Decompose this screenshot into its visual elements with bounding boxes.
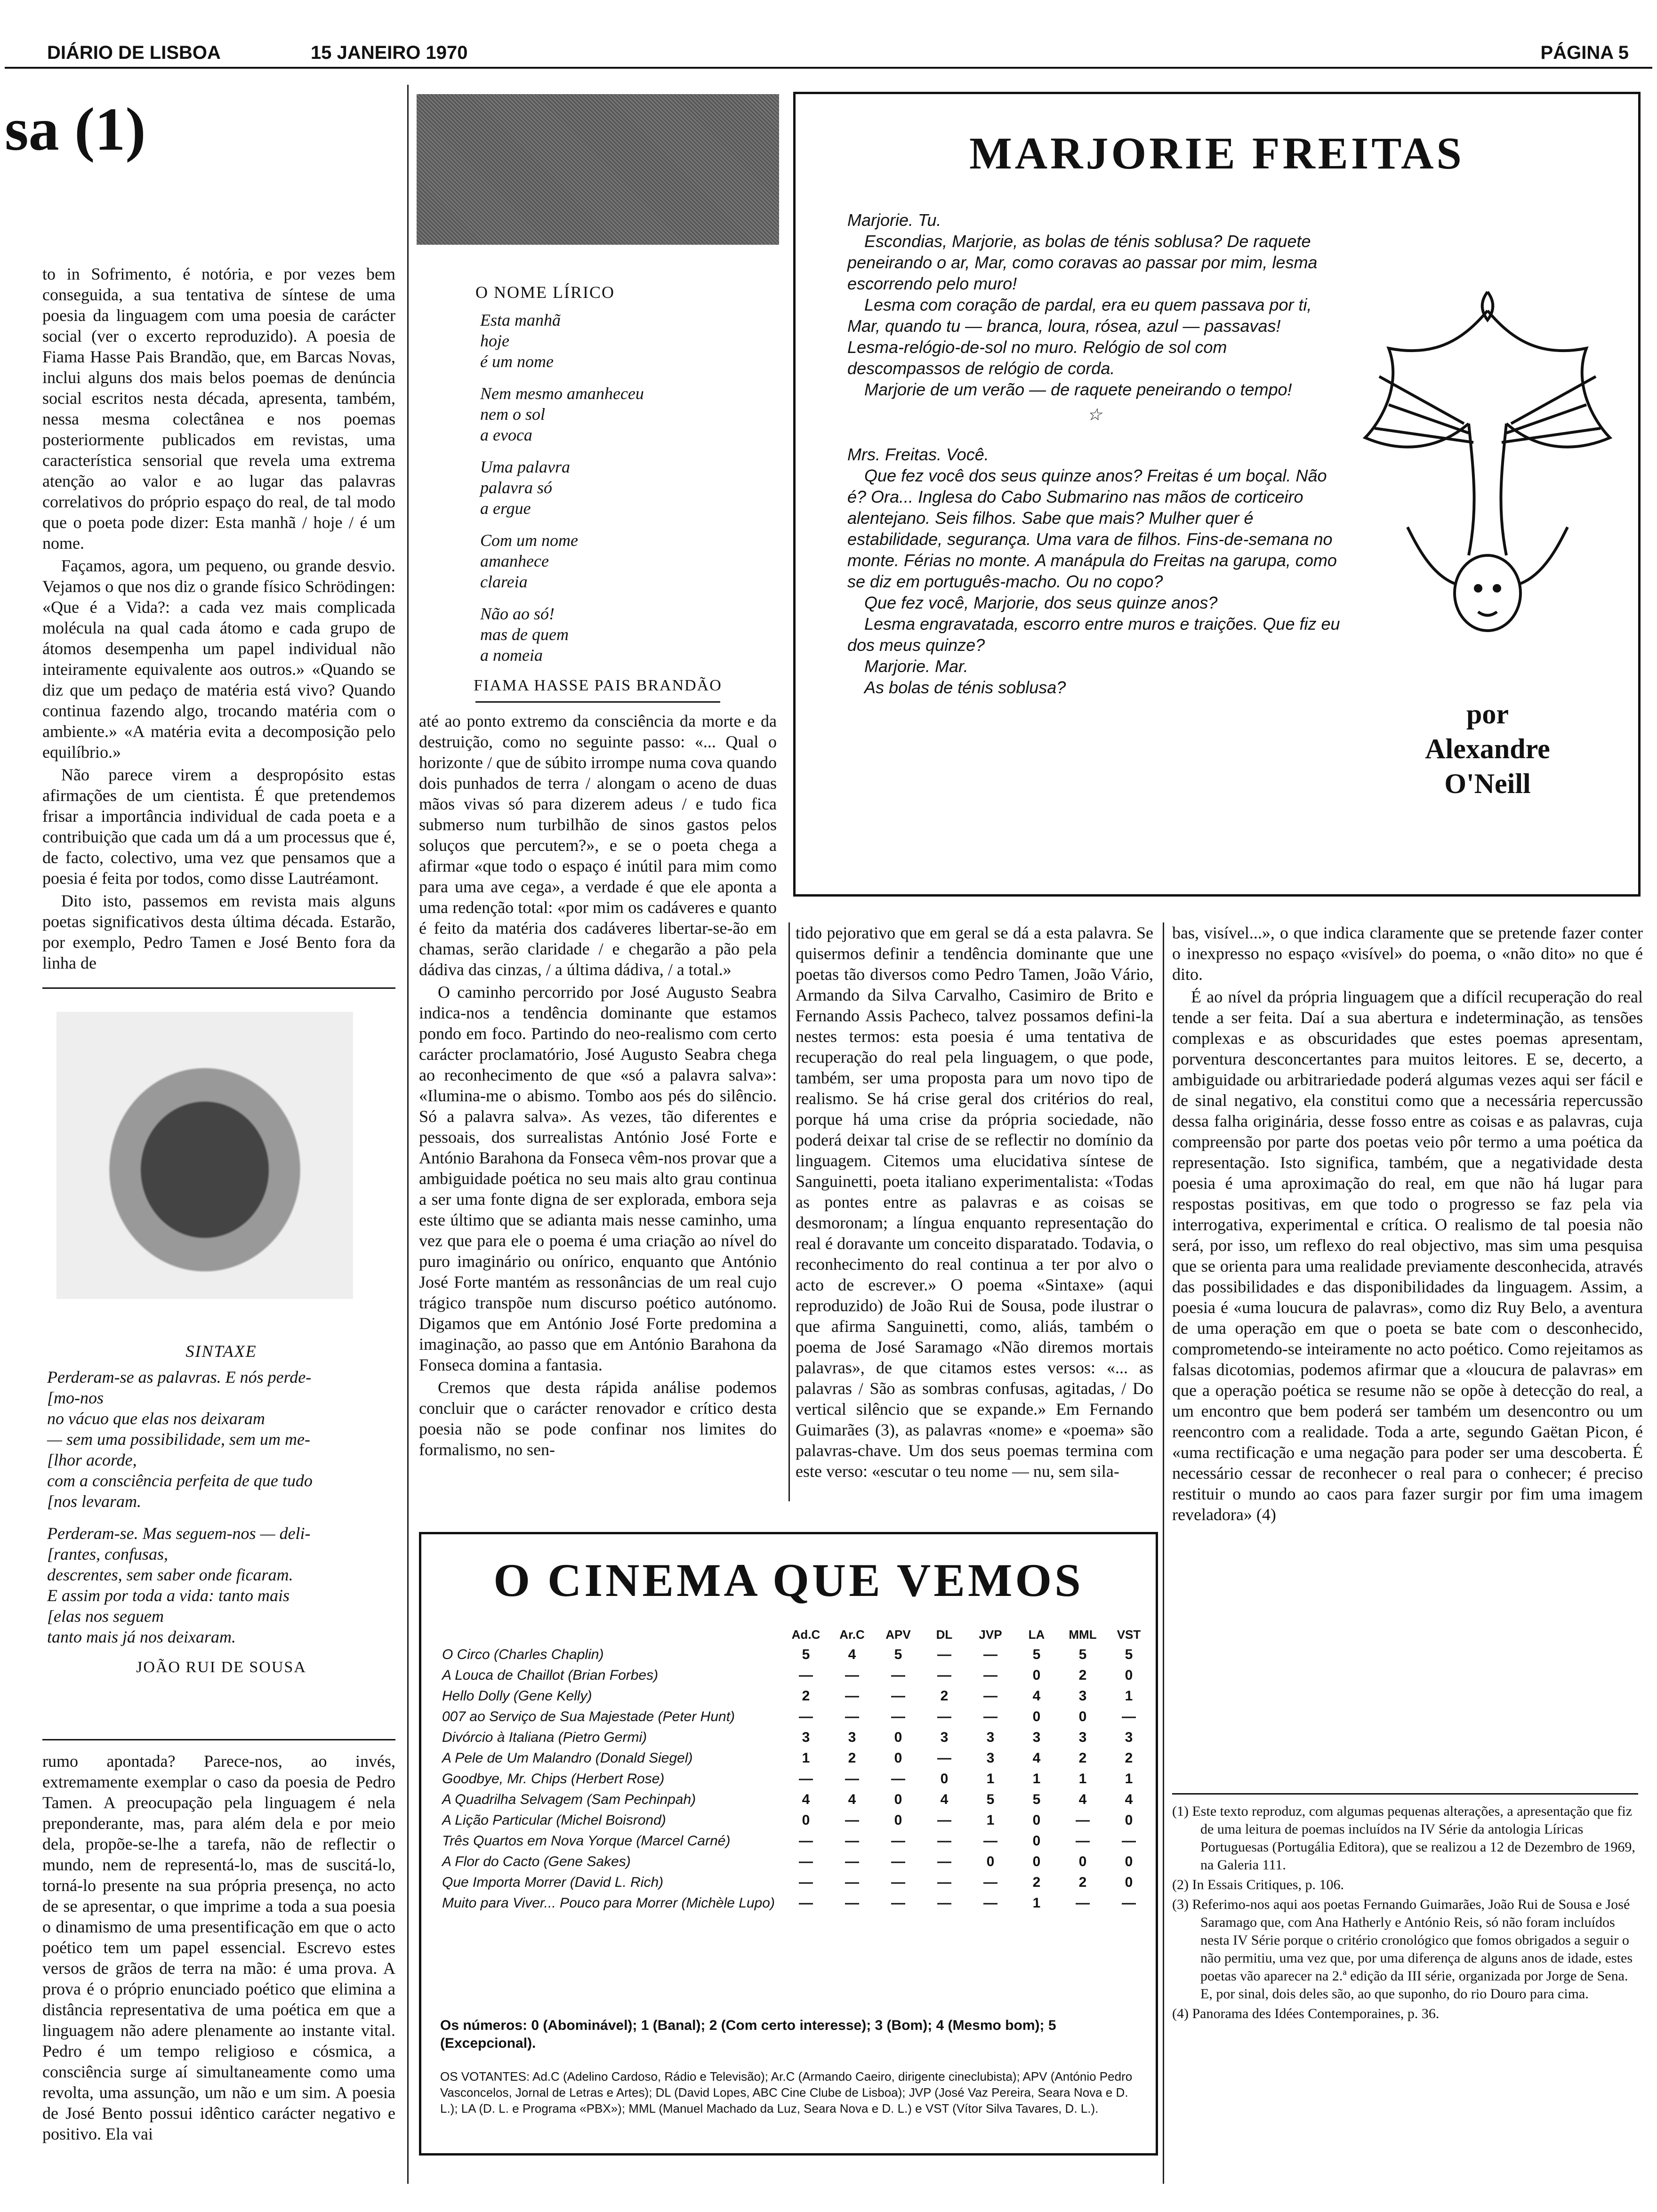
table-row xyxy=(440,1766,1152,1787)
rating-cell: — xyxy=(799,1709,813,1724)
rating-cell: — xyxy=(799,1854,813,1869)
poem-stanza: Com um nome amanhece clareia xyxy=(480,531,578,591)
rating-cell: 2 xyxy=(1078,1875,1087,1890)
issue-date: 15 JANEIRO 1970 xyxy=(311,42,468,63)
table-row xyxy=(440,1746,1152,1766)
rating-cell: 3 xyxy=(802,1730,810,1745)
byline-first-name: Alexandre xyxy=(1425,733,1550,764)
paragraph: bas, visível...», o que indica claramente que se pretende fazer conter o inexpresso no espaço «visível» do poema, o «não dito» no que é dito. xyxy=(1172,923,1643,984)
ratings-voters-legend: OS VOTANTES: Ad.C (Adelino Cardoso, Rádio e Televisão); Ar.C (Armando Caeiro, dirigente cineclubista); APV (António Pedro Vasconcelos, Jornal de Letras e Artes); DL (David Lopes, ABC Cine Clube de Lisboa); JVP (José Vaz Pereira, Seara Nova e D. L.); LA (D. L. e Programa «PBX»); MML (Manuel Machado da Luz, Seara Nova e D. L.) e VST (Vítor Silva Tavares, D. L.). xyxy=(440,2069,1133,2116)
voter-header: LA xyxy=(1028,1627,1045,1642)
rating-cell: 5 xyxy=(894,1647,902,1662)
rating-cell: — xyxy=(799,1771,813,1787)
rating-cell: 3 xyxy=(1125,1730,1133,1745)
column-divider xyxy=(42,1739,395,1740)
rating-cell: — xyxy=(983,1833,997,1849)
paragraph: Escondias, Marjorie, as bolas de ténis soblusa? De raquete peneirando o ar, Mar, como coravas ao passar por mim, lesma escorrendo pelo muro! xyxy=(847,232,1318,293)
marjorie-title: MARJORIE FREITAS xyxy=(969,128,1464,178)
rating-cell: — xyxy=(845,1875,859,1890)
rating-cell: 4 xyxy=(1032,1688,1041,1704)
rating-cell: 5 xyxy=(1078,1647,1087,1662)
page-header xyxy=(0,33,1657,66)
rating-cell: 0 xyxy=(1125,1854,1133,1869)
poem-nome-lirico xyxy=(433,282,763,695)
ratings-numbers-legend: Os números: 0 (Abominável); 1 (Banal); 2 (Com certo interesse); 3 (Bom); 4 (Mesmo bom); 5 (Excepcional). xyxy=(440,2018,1056,2051)
rating-cell: 1 xyxy=(802,1750,810,1766)
footnote: (1) Este texto reproduz, com algumas pequenas alterações, a apresentação que fiz de uma leitura de poemas incluídos na IV Série da antologia Líricas Portuguesas (Portugália Editora), que se realizou a 12 de Dezembro de 1969, na Galeria 111. xyxy=(1172,1803,1635,1873)
voter-header: DL xyxy=(936,1627,953,1642)
header-rule xyxy=(5,67,1652,69)
voter-header: JVP xyxy=(979,1627,1002,1642)
voter-header: APV xyxy=(885,1627,911,1642)
rating-cell: — xyxy=(845,1771,859,1787)
rating-cell: 0 xyxy=(1125,1812,1133,1828)
rating-cell: 4 xyxy=(848,1792,856,1807)
paragraph: Dito isto, passemos em revista mais alguns poetas significativos desta última década. Estarão, por exemplo, Pedro Tamen e José Bento fora da linha de xyxy=(42,891,395,972)
cinema-box xyxy=(419,1532,1158,2156)
rating-cell: 0 xyxy=(894,1730,902,1745)
rating-cell: 0 xyxy=(894,1792,902,1807)
rating-cell: — xyxy=(1122,1895,1136,1911)
rating-cell: — xyxy=(983,1647,997,1662)
rating-cell: 3 xyxy=(848,1730,856,1745)
rating-cell: 5 xyxy=(986,1792,995,1807)
paragraph: Façamos, agora, um pequeno, ou grande desvio. Vejamos o que nos diz o grande físico Schrödingen: «Que é a Vida?: a cada vez mais complicada molécula na qual cada átomo e cada grupo de átomos desempenha um papel individual não inteiramente equivalente aos outros.» «Quando se diz que um pedaço de matéria está vivo? Quando continua fazendo algo, trocando matéria com o ambiente.» «A matéria evita a decomposição pelo equilíbrio.» xyxy=(42,556,395,761)
rating-cell: 0 xyxy=(1032,1667,1041,1683)
poem-title: SINTAXE xyxy=(185,1342,257,1361)
table-row xyxy=(440,1704,1152,1725)
rating-cell: — xyxy=(799,1875,813,1890)
rating-cell: — xyxy=(891,1833,905,1849)
rating-cell: — xyxy=(983,1667,997,1683)
film-title: Divórcio à Italiana (Pietro Germi) xyxy=(442,1730,647,1745)
table-row xyxy=(440,1642,1152,1663)
table-row xyxy=(440,1808,1152,1828)
rating-cell: — xyxy=(891,1688,905,1704)
rating-cell: 0 xyxy=(1078,1854,1087,1869)
film-title: O Circo (Charles Chaplin) xyxy=(442,1647,604,1662)
rating-cell: — xyxy=(845,1667,859,1683)
ratings-film-header xyxy=(440,1621,783,1642)
rating-cell: 1 xyxy=(986,1812,995,1828)
article-column-2 xyxy=(419,711,777,1462)
footnote: (3) Referimo-nos aqui aos poetas Fernando Guimarães, João Rui de Sousa e José Saramago que, com Ana Hatherly e António Reis, só não foram incluídos nesta IV Série porque o critério cronológico que fomos obrigados a seguir o não permitiu, uma vez que, por uma diferença de alguns anos de idade, estes poetas vão aparecer na 2.ª edição da III série, organizada por Jorge de Sena. E, por sinal, dois deles são, ao que suponho, do rio Douro para cima. xyxy=(1172,1897,1633,2002)
poem-stanza: Nem mesmo amanheceu nem o sol a evoca xyxy=(480,384,644,444)
rating-cell: — xyxy=(845,1854,859,1869)
cinema-title: O CINEMA QUE VEMOS xyxy=(493,1554,1084,1606)
marjorie-text xyxy=(847,209,1342,698)
rating-cell: 0 xyxy=(940,1771,949,1787)
film-title: Que Importa Morrer (David L. Rich) xyxy=(442,1875,664,1890)
rating-cell: 2 xyxy=(1032,1875,1041,1890)
paragraph: Que fez você, Marjorie, dos seus quinze anos? xyxy=(864,593,1218,612)
article-column-1-bottom xyxy=(42,1751,395,2146)
rating-cell: 0 xyxy=(894,1750,902,1766)
ratings-body xyxy=(440,1642,1152,1911)
rating-cell: 3 xyxy=(940,1730,949,1745)
paragraph: Que fez você dos seus quinze anos? Freitas é um boçal. Não é? Ora... Inglesa do Cabo Submarino nas mãos de corticeiro alentejano. Seis filhos. Sabe que mais? Mulher quer é estabilidade, segurança. Uma vara de filhos. Fins-de-semana no monte. Férias no monte. A manápula do Freitas na garupa, como se diz em português-macho. Ou no copo? xyxy=(847,466,1337,591)
paragraph: Mrs. Freitas. Você. xyxy=(847,445,989,464)
film-title: A Louca de Chaillot (Brian Forbes) xyxy=(442,1667,659,1683)
paragraph: Lesma engravatada, escorro entre muros e traições. Que fiz eu dos meus quinze? xyxy=(847,614,1340,655)
film-title: A Lição Particular (Michel Boisrond) xyxy=(442,1812,666,1828)
rating-cell: 2 xyxy=(940,1688,949,1704)
rating-cell: 4 xyxy=(1032,1750,1041,1766)
page-number: PÁGINA 5 xyxy=(1540,42,1629,63)
paragraph: As bolas de ténis soblusa? xyxy=(864,678,1066,697)
rating-cell: 2 xyxy=(1078,1667,1087,1683)
poem-stanza: Esta manhã hoje é um nome xyxy=(480,311,561,371)
rating-cell: — xyxy=(891,1895,905,1911)
column-divider xyxy=(475,701,720,703)
rating-cell: — xyxy=(845,1812,859,1828)
poem-sintaxe xyxy=(47,1341,395,1676)
rating-cell: — xyxy=(983,1688,997,1704)
poem-author: FIAMA HASSE PAIS BRANDÃO xyxy=(474,677,722,694)
poem-stanza: Não ao só! mas de quem a nomeia xyxy=(480,604,569,665)
voter-header: VST xyxy=(1117,1627,1141,1642)
rating-cell: — xyxy=(937,1875,951,1890)
rating-cell: 0 xyxy=(1078,1709,1087,1724)
rating-cell: 4 xyxy=(802,1792,810,1807)
poem-stanza: Perderam-se. Mas seguem-nos — deli- [rantes, confusas, descrentes, sem saber onde ficaram. E assim por toda a vida: tanto mais [elas nos seguem tanto mais já nos deixaram. xyxy=(47,1524,311,1646)
rating-cell: — xyxy=(1122,1709,1136,1724)
rating-cell: — xyxy=(937,1833,951,1849)
paragraph: Cremos que desta rápida análise podemos concluir que o carácter renovador e crítico desta poesia não se pode confinar nos limites do formalismo, no sen- xyxy=(419,1378,777,1459)
table-row xyxy=(440,1725,1152,1746)
rating-cell: 4 xyxy=(1125,1792,1133,1807)
column-rule xyxy=(1163,922,1164,2184)
rating-cell: — xyxy=(845,1709,859,1724)
rating-cell: — xyxy=(983,1895,997,1911)
rating-cell: 5 xyxy=(1032,1792,1041,1807)
film-title: A Quadrilha Selvagem (Sam Pechinpah) xyxy=(442,1792,696,1807)
rating-cell: — xyxy=(937,1647,951,1662)
film-title: Hello Dolly (Gene Kelly) xyxy=(442,1688,592,1704)
footnotes xyxy=(1172,1803,1638,2025)
portrait-photo-fiama xyxy=(417,94,779,245)
poem-title: O NOME LÍRICO xyxy=(475,283,615,302)
film-title: 007 ao Serviço de Sua Majestade (Peter Hunt) xyxy=(442,1709,735,1724)
rating-cell: — xyxy=(1076,1812,1090,1828)
rating-cell: 0 xyxy=(1032,1709,1041,1724)
paragraph: É ao nível da própria linguagem que a difícil recuperação do real tende a ser feita. Daí a sua abertura e indeterminação, as tensões complexas e as obscuridades que estes poemas apresentam, porventura desconcertantes para muitos leitores. E se, decerto, a ambiguidade ou arbitrariedade poderá algumas vezes aqui ser fácil e de sinal negativo, ela constitui como que a necessária repercussão dessa falha originária, desse fosso entre as coisas e as palavras, cuja compreensão por parte dos poetas veio pôr termo a uma poética da representação. Isto significa, também, que a negatividade desta poesia é uma aproximação do real, em que não há lugar para respostas positivas, em que todo o progresso se faz pela via interrogativa, experimental e crítica. O realismo de tal poesia não será, por isso, um reflexo do real objectivo, mas sim uma pesquisa que se orienta para uma realidade previamente desconhecida, através das possibilidades e das disponibilidades da linguagem. Assim, a poesia é «uma loucura de palavras», como diz Ruy Belo, a aventura de uma operação em que o poeta se bate com o desconhecido, comprometendo-se inteiramente no acto poético. Como rejeitamos as falsas dicotomias, podemos afirmar que a «loucura de palavras» em que a operação poética se resume não se opõe à detecção do real, a um encontro que bem poderá ser também um desencontro ou um reencontro com a realidade. Toda a arte, segundo Gaëtan Picon, é «uma rectificação e uma negação para poder ser uma descoberta. É necessário cessar de reconhecer o real para o conhecer; é preciso restituir o mundo ao caos para fazer surgir por fim uma imagem reveladora» (4) xyxy=(1172,987,1643,1524)
headline-fragment: sa (1) xyxy=(5,96,146,163)
ratings-header-row xyxy=(440,1621,1152,1642)
paragraph: tido pejorativo que em geral se dá a esta palavra. Se quisermos definir a tendência dominante que une poetas tão diversos como Pedro Tamen, João Vário, Armando da Silva Carvalho, Casimiro de Brito e Fernando Assis Pacheco, talvez possamos defini-la nestes termos: esta poesia é uma tentativa de recuperação do real pela linguagem, o que pode, também, ser uma proposta para um novo tipo de realismo. Se há crise geral dos critérios do real, porque há uma crise da própria sociedade, não poderá deixar tal crise de se reflectir no domínio da linguagem. Citemos uma elucidativa síntese de Sanguinetti, poeta italiano experimentalista: «Todas as pontes entre as palavras e as coisas se desmoronam; a língua enquanto representação do real é doravante um conceito disparatado. Todavia, o reconhecimento do real continua a ter por alvo o acto de escrever.» O poema «Sintaxe» (aqui reproduzido) de João Rui de Sousa, pode ilustrar o que afirma Sanguinetti, como, aliás, também o poema de José Saramago «Não diremos mortais palavras», de que citamos estes versos: «... as palavras / São as sombras confusas, agitadas, / Do vertical silêncio que se expande.» Em Fernando Guimarães (3), as palavras «nome» e «poema» são palavras-chave. Um dos seus poemas termina com este verso: «escutar o teu nome — nu, sem sila- xyxy=(796,923,1153,1481)
rating-cell: 1 xyxy=(1032,1771,1041,1787)
article-column-4 xyxy=(1172,922,1643,1527)
rating-cell: 2 xyxy=(1078,1750,1087,1766)
poem-stanza: Uma palavra palavra só a ergue xyxy=(480,457,570,518)
table-row xyxy=(440,1787,1152,1808)
rating-cell: 0 xyxy=(1125,1667,1133,1683)
rating-cell: 0 xyxy=(802,1812,810,1828)
marjorie-freitas-box xyxy=(793,92,1641,897)
rating-cell: — xyxy=(799,1833,813,1849)
rating-cell: — xyxy=(1076,1833,1090,1849)
paragraph: até ao ponto extremo da consciência da morte e da destruição, como no seguinte passo: «... Qual o horizonte / que de súbito irrompe numa cova quando dois punhados de terra / alongam o aceno de duas mãos vivas só para dizerem adeus / e tudo fica submerso num turbilhão de sinos gastos pelos soluços que percutem?», e se o poeta chega a afirmar «que todo o espaço é inútil para mim como para uma ave cega», a verdade é que ele aponta a uma redenção total: «por mim os cadáveres e quanto é feito da matéria dos cadáveres libertar-se-ão em chamas, serão claridade / e chegarão a pão pela dádiva das cinzas, / a última dádiva, / a total.» xyxy=(419,712,777,979)
paragraph: Marjorie. Tu. xyxy=(847,210,941,230)
rating-cell: — xyxy=(891,1709,905,1724)
rating-cell: 0 xyxy=(1032,1833,1041,1849)
rating-cell: 0 xyxy=(1032,1812,1041,1828)
paragraph: Marjorie de um verão — de raquete peneirando o tempo! xyxy=(864,380,1292,399)
rating-cell: 0 xyxy=(1125,1875,1133,1890)
byline-por: por xyxy=(1466,698,1509,729)
angel-drawing-icon xyxy=(1360,282,1615,649)
rating-cell: 4 xyxy=(1078,1792,1087,1807)
rating-cell: — xyxy=(1122,1833,1136,1849)
rating-cell: — xyxy=(1076,1895,1090,1911)
table-row xyxy=(440,1683,1152,1704)
film-title: Três Quartos em Nova Yorque (Marcel Carné) xyxy=(442,1833,731,1849)
rating-cell: 5 xyxy=(802,1647,810,1662)
rating-cell: — xyxy=(937,1895,951,1911)
rating-cell: — xyxy=(983,1875,997,1890)
rating-cell: — xyxy=(891,1667,905,1683)
footnote: (2) In Essais Critiques, p. 106. xyxy=(1172,1877,1344,1892)
paragraph: Lesma com coração de pardal, era eu quem passava por ti, Mar, quando tu — branca, loura, rósea, azul — passavas! Lesma-relógio-de-sol no muro. Relógio de sol com descompassos de relógio de corda. xyxy=(847,295,1312,378)
poem-author: JOÃO RUI DE SOUSA xyxy=(136,1659,306,1676)
rating-cell: — xyxy=(799,1667,813,1683)
rating-cell: — xyxy=(845,1895,859,1911)
rating-cell: 3 xyxy=(1032,1730,1041,1745)
paragraph: to in Sofrimento, é notória, e por vezes bem conseguida, a sua tentativa de síntese de uma poesia da linguagem com uma poesia de carácter social (ver o excerto reproduzido). A poesia de Fiama Hasse Pais Brandão, que, em Barcas Novas, inclui alguns dos mais belos poemas de denúncia social escritos nesta década, apresenta, também, nessa mesma colectânea e nos poemas posteriormente publicados em revistas, uma característica sensorial que revela uma extrema atenção ao valor e ao lugar das palavras correlativos do próprio espaço do real, de tal modo que o poeta pode dizer: Esta manhã / hoje / é um nome. xyxy=(42,264,395,553)
rating-cell: 5 xyxy=(1032,1647,1041,1662)
film-title: Goodbye, Mr. Chips (Herbert Rose) xyxy=(442,1771,665,1787)
rating-cell: — xyxy=(983,1709,997,1724)
byline-last-name: O'Neill xyxy=(1444,768,1531,799)
table-row xyxy=(440,1663,1152,1683)
voter-header: Ar.C xyxy=(839,1627,865,1642)
column-rule xyxy=(407,85,409,2184)
rating-cell: 3 xyxy=(1078,1688,1087,1704)
table-row xyxy=(440,1891,1152,1911)
rating-cell: — xyxy=(845,1688,859,1704)
rating-cell: 1 xyxy=(1125,1771,1133,1787)
article-column-3 xyxy=(796,922,1153,1483)
rating-cell: — xyxy=(799,1895,813,1911)
voter-header: MML xyxy=(1069,1627,1097,1642)
rating-cell: — xyxy=(891,1854,905,1869)
portrait-photo-joao-rui xyxy=(56,1012,353,1299)
byline xyxy=(1356,697,1619,801)
rating-cell: 5 xyxy=(1125,1647,1133,1662)
rating-cell: 1 xyxy=(1078,1771,1087,1787)
rating-cell: — xyxy=(937,1709,951,1724)
rating-cell: 2 xyxy=(1125,1750,1133,1766)
rating-cell: — xyxy=(937,1812,951,1828)
paragraph: Marjorie. Mar. xyxy=(864,657,968,676)
rating-cell: 3 xyxy=(986,1730,995,1745)
footnote: (4) Panorama des Idées Contemporaines, p. 36. xyxy=(1172,2006,1440,2021)
poem-stanza: Perderam-se as palavras. E nós perde- [mo-nos no vácuo que elas nos deixaram — sem uma possibilidade, sem um me- [lhor acorde, com a consciência perfeita de que tudo [nos levaram. xyxy=(47,1368,313,1511)
rating-cell: — xyxy=(891,1875,905,1890)
rating-cell: 3 xyxy=(1078,1730,1087,1745)
rating-cell: — xyxy=(937,1750,951,1766)
rating-cell: 2 xyxy=(848,1750,856,1766)
rating-cell: 2 xyxy=(802,1688,810,1704)
table-row xyxy=(440,1828,1152,1849)
article-column-1 xyxy=(42,264,395,975)
star-separator: ☆ xyxy=(1086,405,1102,424)
voter-header: Ad.C xyxy=(791,1627,820,1642)
rating-cell: 0 xyxy=(1032,1854,1041,1869)
table-row xyxy=(440,1870,1152,1891)
paragraph: O caminho percorrido por José Augusto Seabra indica-nos a tendência dominante que estamos pondo em foco. Partindo do neo-realismo com certo carácter proclamatório, José Augusto Seabra chega ao reconhecimento de que «só a palavra salva»: «Ilumina-me o abismo. Tombo aos pés do silêncio. Só a palavra salva». As vezes, tão diferentes e pessoais, dos surrealistas António José Forte e António Barahona da Fonseca vêm-nos provar que a ambiguidade poética no seu mais alto grau continua a ser uma fonte digna de ser explorada, embora seja este último que se adianta mais nesse caminho, uma vez que para ele o poema é uma criação ao nível do puro imaginário ou onírico, enquanto que António José Forte mantém as ressonâncias de um real cujo trágico transpõe num discurso poético autónomo. Digamos que em António José Forte predomina a imaginação, ao passo que em António Barahona da Fonseca domina a fantasia. xyxy=(419,983,777,1374)
paragraph: rumo apontada? Parece-nos, ao invés, extremamente exemplar o caso da poesia de Pedro Tamen. A preocupação pela linguagem é nela preponderante, mas, para além dela e por meio dela, propõe-se-lhe a tarefa, não de reflectir o mundo, nem de representá-lo, mas de suscitá-lo, torná-lo presente na sua própria presença, no acto de se apresentar, o que imprime a toda a sua poesia o dinamismo de uma presentificação em que o acto poético tem um papel essencial. Escrevo estes versos de grãos de terra na mão: é uma prova. A prova é o próprio enunciado poético que elimina a distância representativa de uma poética em que a linguagem não adere plenamente ao instante vital. Pedro é um tempo religioso e cósmica, a consciência surge aí simultaneamente como uma revolta, uma assunção, um não e um sim. A poesia de José Bento possui idêntico carácter negativo e positivo. Ela vai xyxy=(42,1752,395,2143)
rating-cell: — xyxy=(937,1854,951,1869)
rating-cell: 0 xyxy=(894,1812,902,1828)
rating-cell: 1 xyxy=(1125,1688,1133,1704)
column-divider xyxy=(1172,1793,1638,1795)
column-divider xyxy=(42,987,395,989)
film-title: Muito para Viver... Pouco para Morrer (Michèle Lupo) xyxy=(442,1895,775,1911)
rating-cell: 3 xyxy=(986,1750,995,1766)
paragraph: Não parece virem a despropósito estas afirmações de um cientista. É que pretendemos frisar a importância individual de cada poeta e a contribuição que cada um dá a um processus que é, de facto, colectivo, uma vez que pensamos que a poesia é feita por todos, como disse Lautréamont. xyxy=(42,765,395,888)
rating-cell: 4 xyxy=(940,1792,949,1807)
rating-cell: 0 xyxy=(986,1854,995,1869)
column-rule xyxy=(788,922,790,1501)
rating-cell: — xyxy=(891,1771,905,1787)
ratings-table xyxy=(440,1621,1152,1911)
table-row xyxy=(440,1849,1152,1870)
rating-cell: 1 xyxy=(1032,1895,1041,1911)
film-title: A Pele de Um Malandro (Donald Siegel) xyxy=(442,1750,693,1766)
rating-cell: 1 xyxy=(986,1771,995,1787)
newspaper-name: DIÁRIO DE LISBOA xyxy=(47,42,221,63)
rating-cell: — xyxy=(845,1833,859,1849)
rating-cell: 4 xyxy=(848,1647,856,1662)
film-title: A Flor do Cacto (Gene Sakes) xyxy=(442,1854,631,1869)
rating-cell: — xyxy=(937,1667,951,1683)
